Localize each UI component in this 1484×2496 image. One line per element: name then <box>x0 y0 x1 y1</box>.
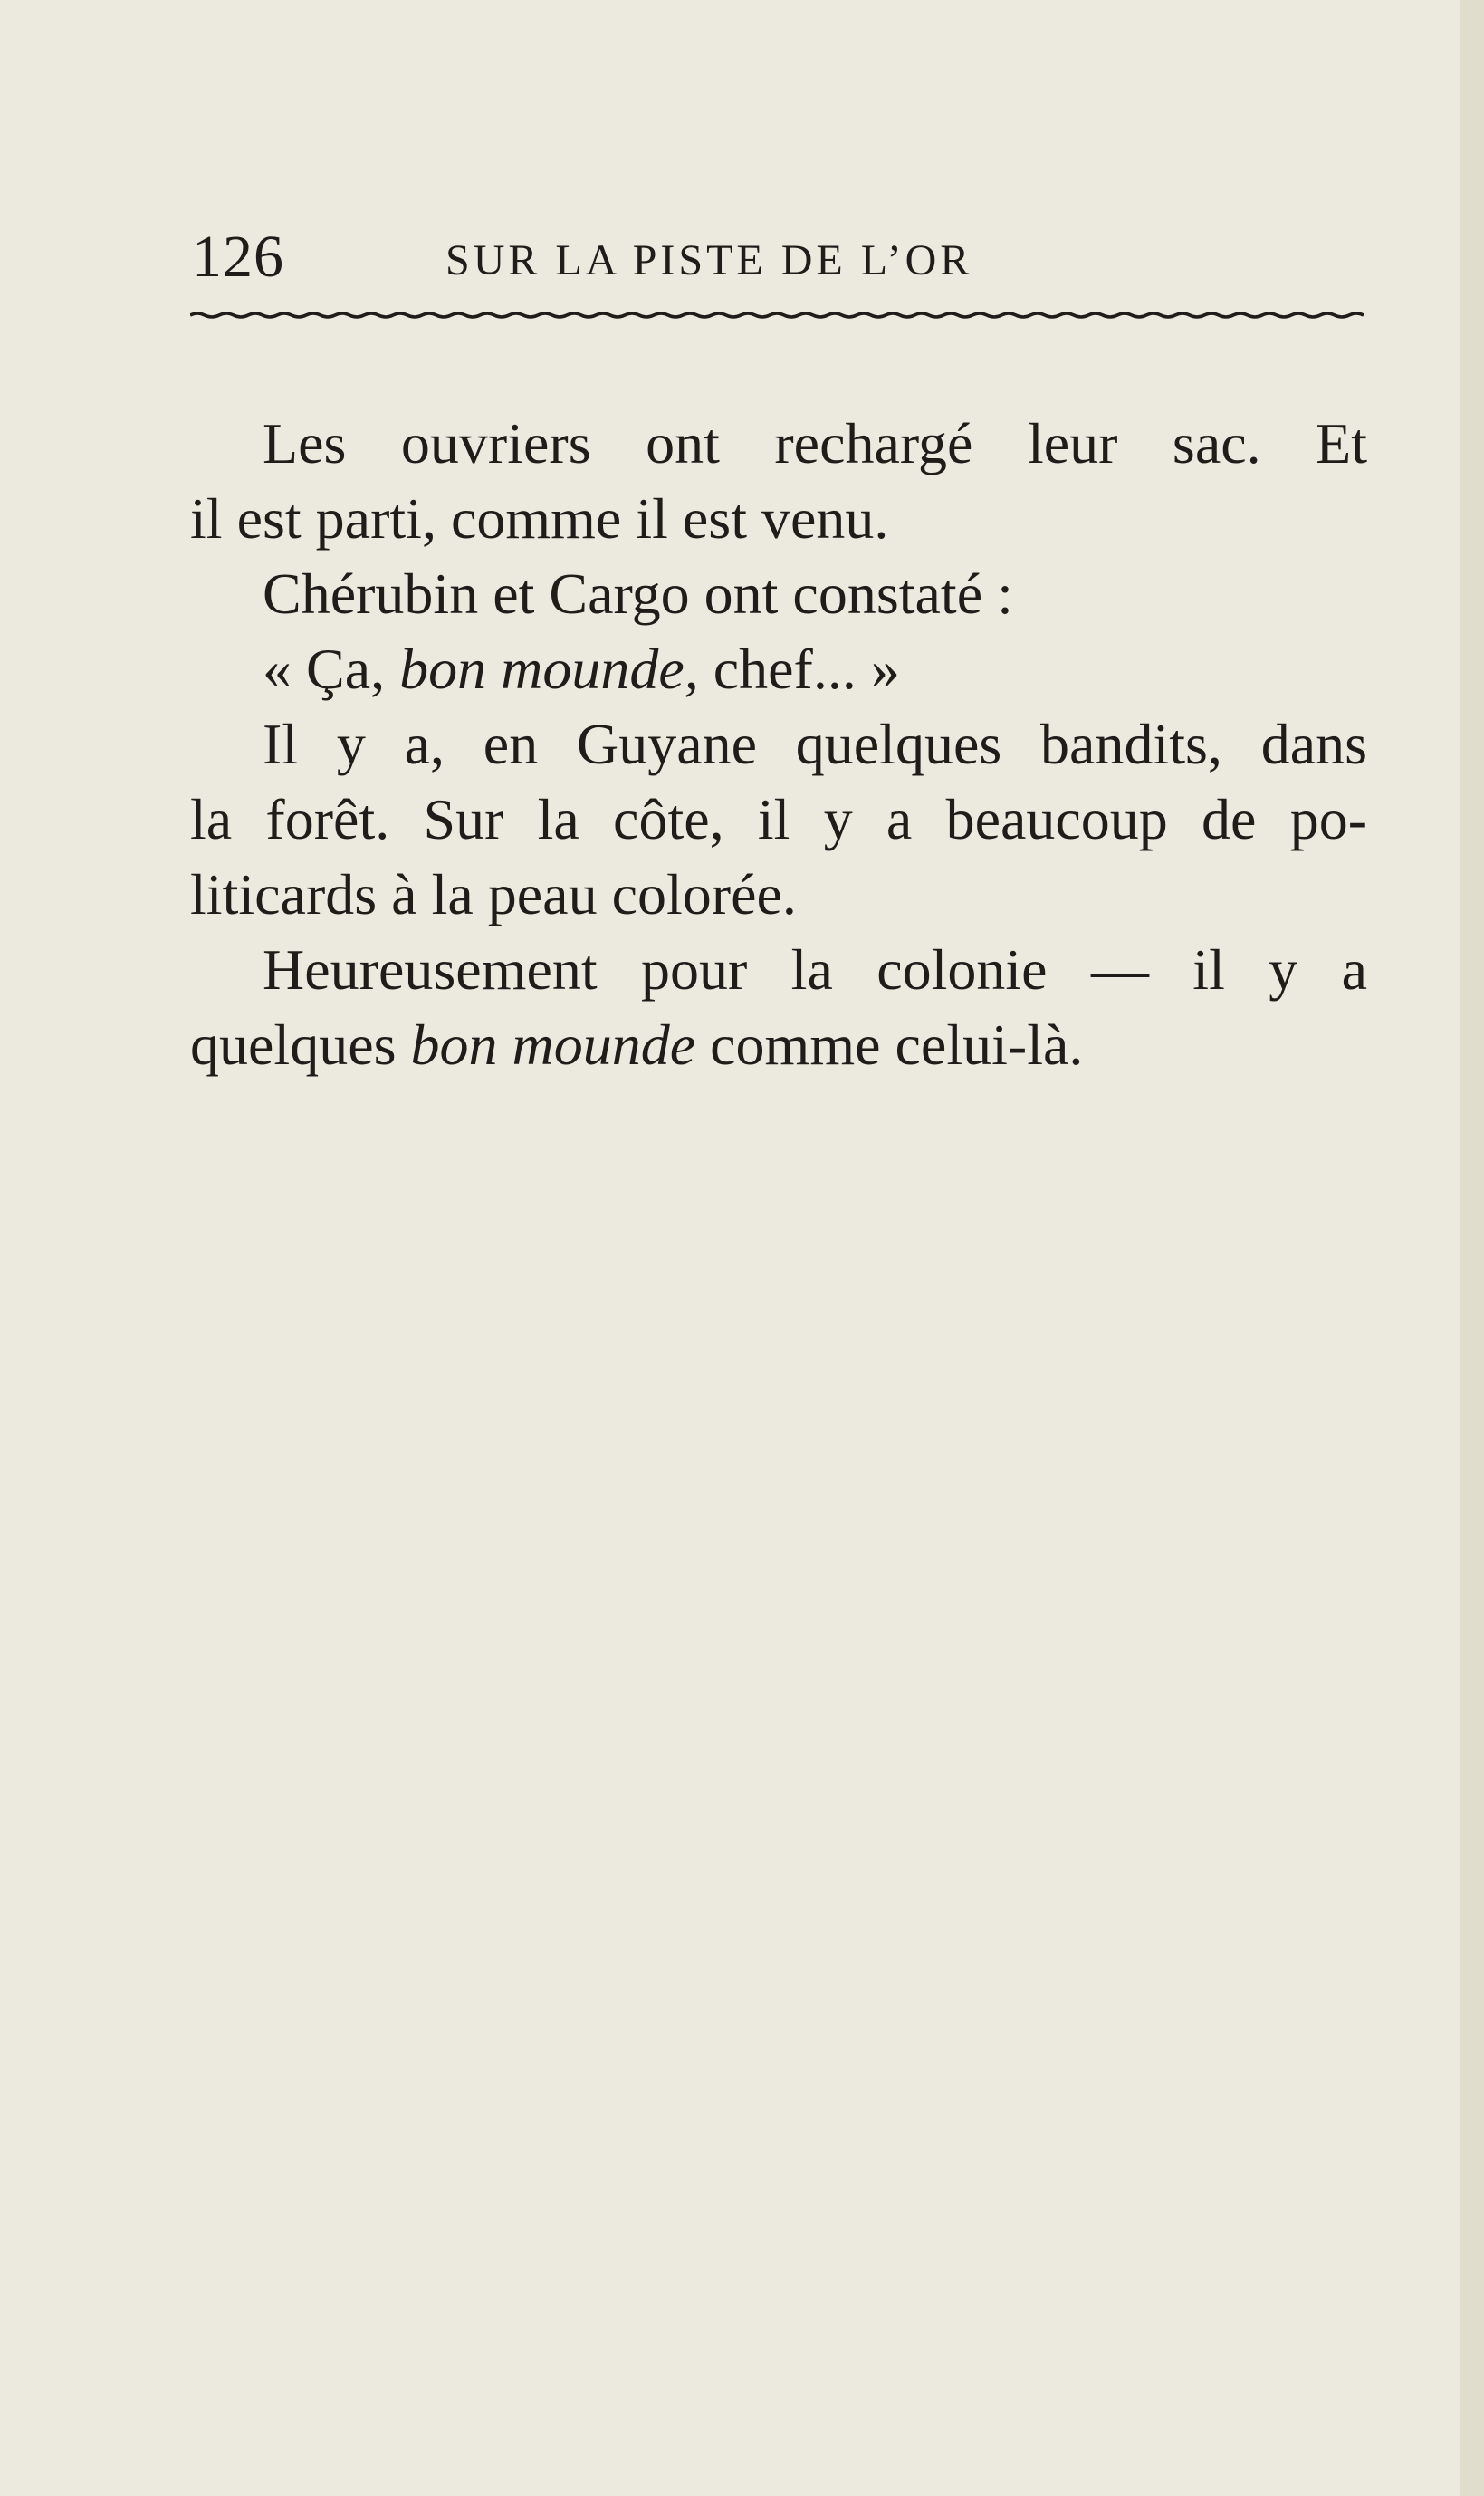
text-segment: liticards à la peau colorée. <box>190 862 797 926</box>
text-line <box>190 932 1367 1007</box>
text-line <box>190 406 1367 481</box>
text-segment: la forêt. Sur la côte, il y a beaucoup de po- <box>190 787 1367 851</box>
body-text <box>190 406 1367 1082</box>
running-head <box>192 225 1369 290</box>
italic-phrase: bon mounde, <box>399 637 699 701</box>
text-segment: Il y a, en Guyane quelques bandits, dans <box>263 712 1367 776</box>
text-segment: il est parti, comme il est venu. <box>190 486 889 551</box>
text-line <box>190 556 1367 631</box>
running-title: SUR LA PISTE DE L’OR <box>445 236 973 284</box>
text-line <box>190 857 1367 932</box>
text-line <box>190 631 1367 706</box>
text-segment: Les ouvriers ont rechargé leur sac. Et <box>263 411 1367 475</box>
text-segment: Heureusement pour la colonie — il y a <box>263 937 1367 1002</box>
text-line <box>190 782 1367 857</box>
page-edge <box>1460 0 1484 2496</box>
text-line <box>190 481 1367 556</box>
text-line <box>190 706 1367 782</box>
page-number: 126 <box>192 224 284 290</box>
text-segment: « Ça, <box>263 637 400 701</box>
text-segment: Chérubin et Cargo ont constaté : <box>263 562 1013 626</box>
text-segment: quelques <box>190 1013 411 1077</box>
text-segment: comme celui-là. <box>695 1013 1084 1077</box>
italic-phrase: bon mounde <box>410 1013 696 1077</box>
header-rule <box>190 310 1367 321</box>
text-line <box>190 1007 1367 1082</box>
text-segment: chef... » <box>698 637 900 701</box>
